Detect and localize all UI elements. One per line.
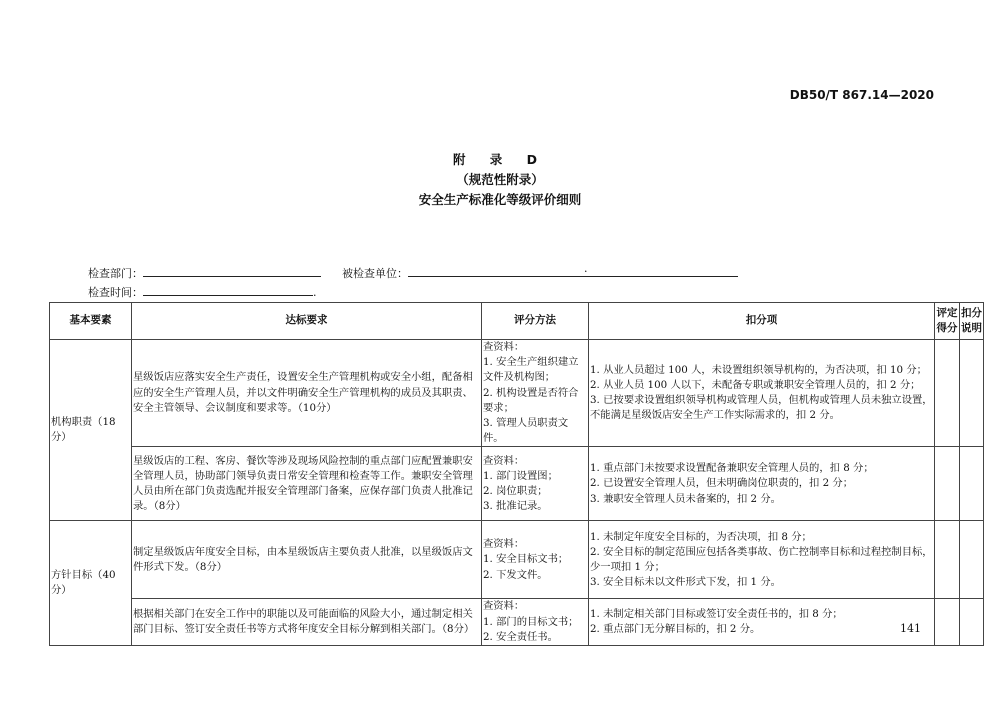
deduction-line: 1. 未制定相关部门目标或签订安全责任书的，扣 8 分； [590,608,843,621]
method-line: 3. 批准记录。 [483,500,548,513]
document-code: DB50/T 867.14—2020 [789,88,934,102]
note-cell[interactable] [960,447,984,521]
inspection-time-dot: . [313,286,317,299]
deduction-line: 2. 已设置安全管理人员，但未明确岗位职责的，扣 2 分； [590,477,854,490]
deduction-line: 1. 未制定年度安全目标的，为否决项，扣 8 分； [590,530,812,543]
deduction-cell [589,340,935,447]
deduction-line: 2. 从业人员 100 人以下，未配备专职或兼职安全管理人员的，扣 2 分； [590,379,921,391]
note-cell[interactable] [960,340,984,447]
requirement-cell: 星级饭店应落实安全生产责任，设置安全生产管理机构或安全小组，配备相应的安全生产管理人员，并以文件明确安全生产管理机构的成员及其职责、安全主管领导、会议制度和要求等。（10分） [132,340,482,447]
header-deduction: 扣分项 [589,303,935,340]
deduction-line: 1. 从业人员超过 100 人，未设置组织领导机构的，为否决项，扣 10 分； [590,363,927,376]
inspection-time-field[interactable] [143,284,313,296]
table-row [50,521,984,599]
method-cell [482,447,589,521]
header-note [960,303,984,340]
requirement-cell: 星级饭店的工程、客房、餐饮等涉及现场风险控制的重点部门应配置兼职安全管理人员，协助部门领导负责日常安全管理和检查等工作。兼职安全管理人员由所在部门负责选配并报安全管理部门备案，应保存部门负责人批准记录。（8分） [132,447,482,521]
inspection-dept-label: 检查部门： [88,267,143,280]
score-cell[interactable] [935,521,960,599]
inspection-time-label: 检查时间： [88,286,143,299]
method-line: 查资料： [483,600,525,613]
deduction-line: 1. 重点部门未按要求设置配备兼职安全管理人员的，扣 8 分； [590,462,874,475]
score-cell[interactable] [935,340,960,447]
deduction-line: 3. 安全目标未以文件形式下发，扣 1 分。 [590,576,781,589]
inspected-unit-label: 被检查单位： [342,267,408,280]
method-cell [482,599,589,646]
header-requirement: 达标要求 [132,303,482,340]
page-number: 141 [900,622,921,635]
deduction-cell [589,447,935,521]
element-cell: 机构职责（18分） [50,340,132,521]
appendix-title: 附 录 D [452,152,548,167]
method-line: 查资料： [483,454,525,467]
method-line: 1. 部门设置图； [483,469,558,482]
title-block [0,150,1000,210]
deduction-line: 3. 兼职安全管理人员未备案的，扣 2 分。 [590,492,781,505]
method-line: 2. 机构设置是否符合要求； [483,386,579,414]
table-row [50,340,984,447]
score-cell[interactable] [935,447,960,521]
deduction-line: 2. 安全目标的制定范围应包括各类事故、伤亡控制率目标和过程控制目标，少一项扣 1 分； [590,545,933,573]
inspected-unit-dot: . [584,262,588,275]
deduction-cell [589,521,935,599]
method-line: 查资料： [483,538,525,551]
note-cell[interactable] [960,599,984,646]
deduction-line: 3. 已按要求设置组织领导机构或管理人员，但机构或管理人员未独立设置，不能满足星级饭店安全生产工作实际需求的，扣 2 分。 [590,394,933,422]
inspection-dept-row [88,265,321,281]
note-cell[interactable] [960,521,984,599]
appendix-type: （规范性附录） [456,172,544,187]
header-element: 基本要素 [50,303,132,340]
score-cell[interactable] [935,599,960,646]
deduction-line: 2. 重点部门无分解目标的，扣 2 分。 [590,623,761,636]
table-row [50,599,984,646]
appendix-name: 安全生产标准化等级评价细则 [418,192,582,207]
method-cell [482,340,589,447]
method-line: 2. 安全责任书。 [483,630,558,643]
method-line: 查资料： [483,341,525,353]
method-line: 1. 安全生产组织建立文件及机构图； [483,356,579,384]
inspection-dept-field[interactable] [143,265,321,277]
header-note-line-2: 说明 [961,322,982,334]
table-row [50,447,984,521]
method-cell [482,521,589,599]
header-note-line-1: 扣分 [961,307,982,319]
method-line: 2. 岗位职责； [483,484,548,497]
requirement-cell: 根据相关部门在安全工作中的职能以及可能面临的风险大小，通过制定相关部门目标、签订安全责任书等方式将年度安全目标分解到相关部门。（8分） [132,599,482,646]
method-line: 2. 下发文件。 [483,568,548,581]
inspection-time-row [88,284,317,300]
table-header-row [50,303,984,340]
element-cell: 方针目标（40分） [50,521,132,646]
inspected-unit-row [342,262,738,281]
header-method: 评分方法 [482,303,589,340]
header-score-line-2: 得分 [936,322,958,334]
deduction-cell [589,599,935,646]
method-line: 1. 安全目标文书； [483,553,569,566]
evaluation-table [49,302,984,646]
header-score [935,303,960,340]
method-line: 1. 部门的目标文书； [483,615,579,628]
requirement-cell: 制定星级饭店年度安全目标，由本星级饭店主要负责人批准，以星级饭店文件形式下发。（8分） [132,521,482,599]
method-line: 3. 管理人员职责文件。 [483,417,569,445]
header-score-line-1: 评定 [936,307,958,319]
inspected-unit-field[interactable] [408,262,738,277]
